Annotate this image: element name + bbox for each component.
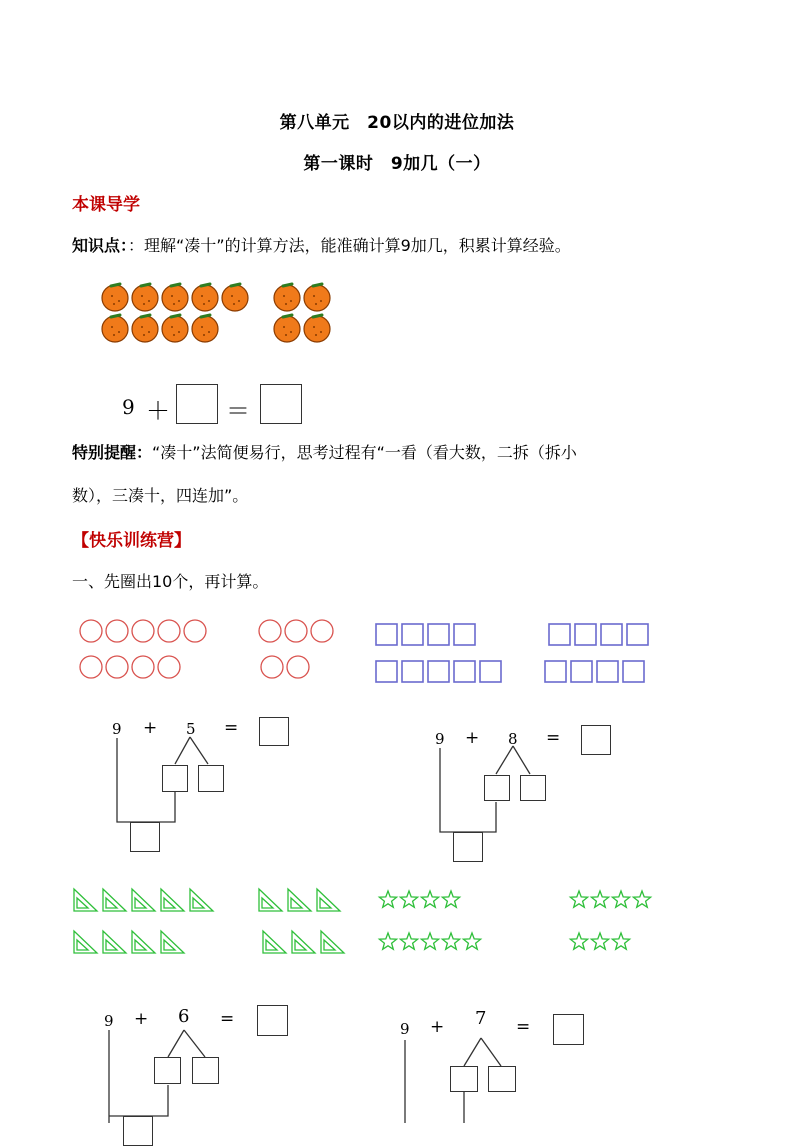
unit-title: 第八单元 20以内的进位加法 [279,113,515,133]
intro-equals-sign: ＝ [226,397,250,425]
ex1-addend-a: 9 [112,720,122,738]
ex3-addend-a: 9 [104,1012,114,1030]
ex1-equals-sign: = [224,718,239,738]
ex2-equals-sign: = [546,728,561,748]
ex1-split-box-1[interactable] [162,765,188,792]
question-1: 一、先圈出10个，再计算。 [72,572,269,591]
ex4-equals-sign: = [516,1017,531,1037]
guide-heading: 本课导学 [72,195,140,215]
ex3-answer-box[interactable] [257,1005,288,1036]
ex1-plus-sign: + [143,718,158,738]
ex2-split-box-2[interactable] [520,775,546,801]
ex1-answer-box[interactable] [259,717,289,746]
ex1-split-box-2[interactable] [198,765,224,792]
intro-plus-sign: ＋ [146,397,170,425]
ex1-ten-box[interactable] [130,822,160,852]
ex3-split-box-2[interactable] [192,1057,219,1084]
ex2-addend-a: 9 [435,730,445,748]
ex4-addend-a: 9 [400,1020,410,1038]
ex3-equals-sign: = [220,1009,235,1029]
ex2-answer-box[interactable] [581,725,611,755]
ex3-ten-box[interactable] [123,1116,153,1146]
ex2-ten-box[interactable] [453,832,483,862]
ex3-split-box-1[interactable] [154,1057,181,1084]
reminder-label: 特别提醒： [72,443,153,462]
ex2-plus-sign: + [465,728,480,748]
ex4-plus-sign: + [430,1017,445,1037]
knowledge-label: 知识点： [72,236,129,255]
ex4-split-box-2[interactable] [488,1066,516,1092]
ex3-plus-sign: + [134,1009,149,1029]
reminder-line-2: 数），三凑十，四连加”。 [72,486,249,505]
ex1-addend-b: 5 [186,720,196,738]
ex3-addend-b: 6 [178,1006,190,1027]
ex2-split-box-1[interactable] [484,775,510,801]
reminder-text-1: “凑十”法简便易行，思考过程有“一看（看大数，二拆（拆小 [152,443,577,462]
knowledge-text: ：理解“凑十”的计算方法，能准确计算9加几，积累计算经验。 [128,236,571,255]
practice-heading: 【快乐训练营】 [72,531,191,551]
ex4-split-box-1[interactable] [450,1066,478,1092]
intro-addend: 9 [122,395,135,419]
ex2-addend-b: 8 [508,730,518,748]
lesson-title: 第一课时 9加几（一） [303,154,491,174]
ex4-addend-b: 7 [475,1008,487,1029]
ex4-answer-box[interactable] [553,1014,584,1045]
